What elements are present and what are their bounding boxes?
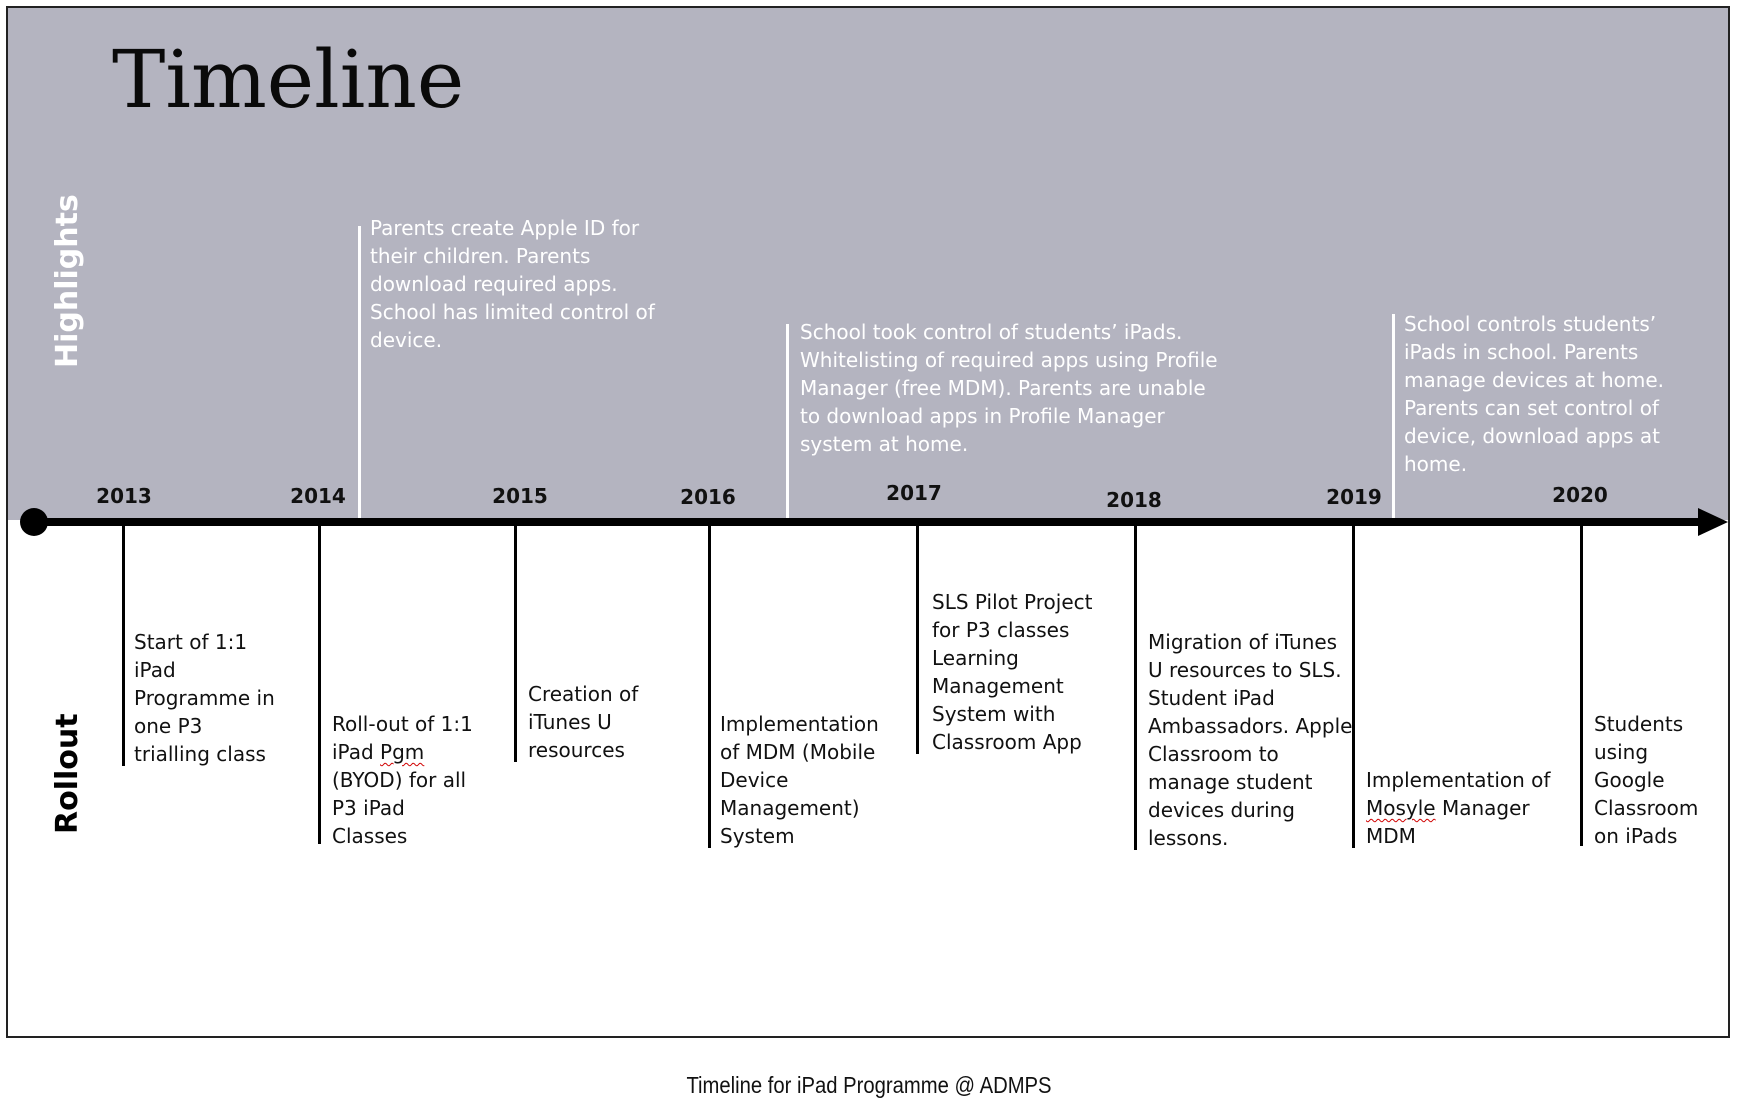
rollout-tick-2016 xyxy=(708,526,711,848)
year-2015: 2015 xyxy=(492,484,548,508)
year-2017: 2017 xyxy=(886,481,942,505)
page-title: Timeline xyxy=(112,33,465,126)
rollout-tick-2015 xyxy=(514,526,517,762)
timeline-start-dot xyxy=(20,508,48,536)
year-2013: 2013 xyxy=(96,484,152,508)
year-2019: 2019 xyxy=(1326,485,1382,509)
year-2016: 2016 xyxy=(680,485,736,509)
rollout-text-2017: SLS Pilot Project for P3 classes Learning Management System with Classroom App xyxy=(932,590,1093,754)
rollout-tick-2018 xyxy=(1134,526,1137,850)
timeline-axis xyxy=(32,518,1704,526)
year-2018: 2018 xyxy=(1106,488,1162,512)
highlight-marker-3 xyxy=(1392,314,1395,518)
timeline-frame xyxy=(6,6,1730,1038)
rollout-text-2013: Start of 1:1 iPad Programme in one P3 trialling class xyxy=(134,630,275,766)
rollout-tick-2020 xyxy=(1580,526,1583,846)
highlight-text-1: Parents create Apple ID for their children. Parents download required apps. School has limited control of device. xyxy=(370,216,655,352)
rollout-tick-2014 xyxy=(318,526,321,844)
rollout-text-2019: Implementation of Mosyle Manager MDM xyxy=(1366,768,1551,848)
rollout-text-2018: Migration of iTunes U resources to SLS. Student iPad Ambassadors. Apple Classroom to manage student devices during lessons. xyxy=(1148,630,1353,850)
rollout-label: Rollout xyxy=(50,713,85,834)
rollout-text-2015: Creation of iTunes U resources xyxy=(528,682,639,762)
rollout-tick-2017 xyxy=(916,526,919,754)
highlight-text-2: School took control of students’ iPads. Whitelisting of required apps using Profile Manager (free MDM). Parents are unable to download apps in Profile Manager system at home. xyxy=(800,320,1218,456)
year-2014: 2014 xyxy=(290,484,346,508)
rollout-text-2014: Roll-out of 1:1 iPad Pgm (BYOD) for all P3 iPad Classes xyxy=(332,712,473,848)
highlight-text-3: School controls students’ iPads in school. Parents manage devices at home. Parents can set control of device, download apps at home. xyxy=(1404,312,1665,476)
timeline-arrow-head xyxy=(1698,508,1728,536)
rollout-tick-2013 xyxy=(122,526,125,766)
highlights-label: Highlights xyxy=(50,194,85,368)
year-2020: 2020 xyxy=(1552,483,1608,507)
highlight-marker-1 xyxy=(358,226,361,518)
rollout-text-2020: Students using Google Classroom on iPads xyxy=(1594,712,1699,848)
highlight-marker-2 xyxy=(786,324,789,518)
rollout-text-2016: Implementation of MDM (Mobile Device Management) System xyxy=(720,712,879,848)
figure-caption: Timeline for iPad Programme @ ADMPS xyxy=(686,1072,1052,1098)
